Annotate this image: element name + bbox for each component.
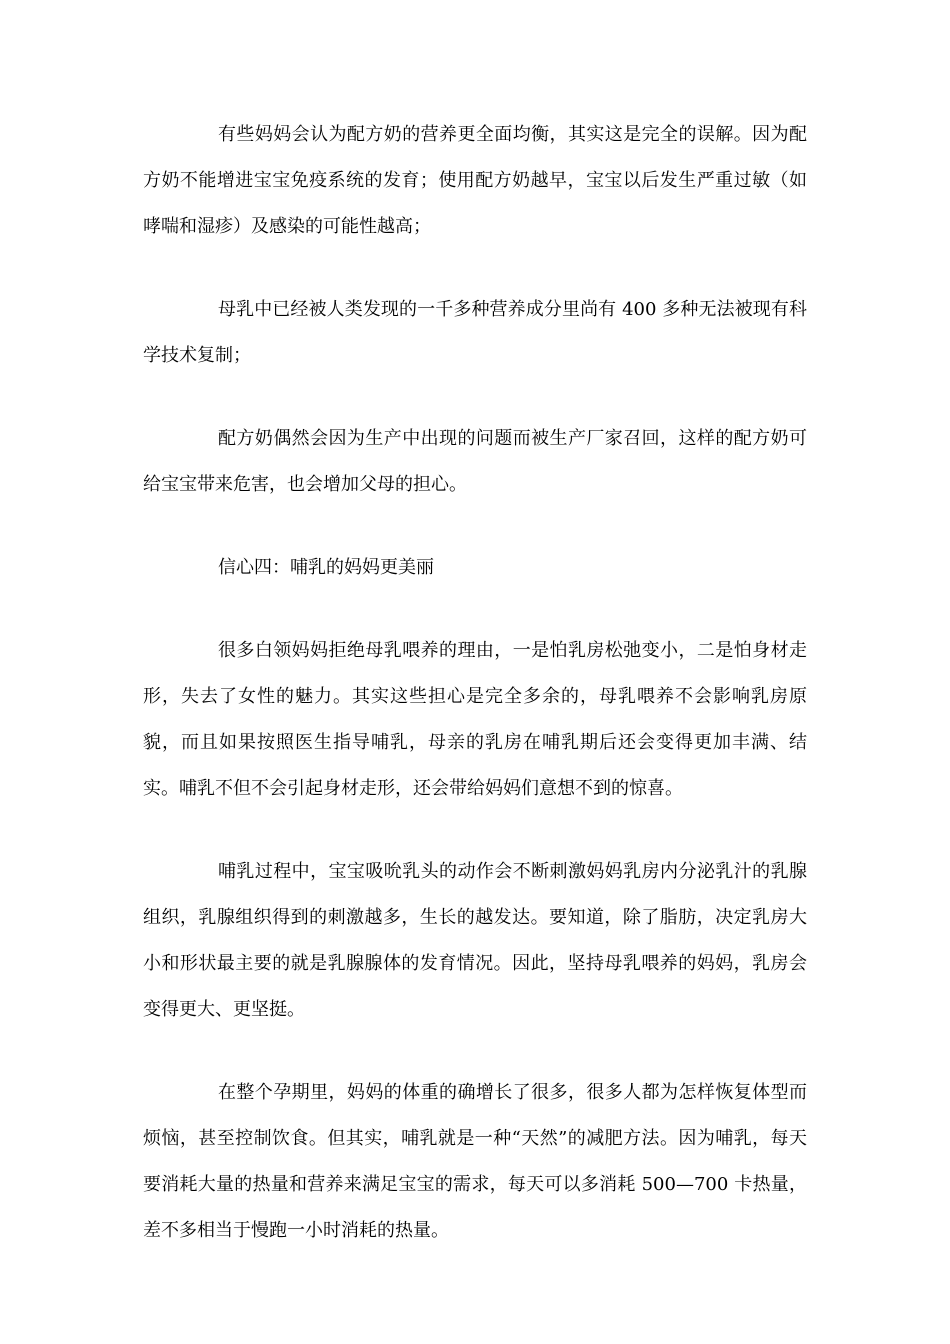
- paragraph-figure-concerns: 很多白领妈妈拒绝母乳喂养的理由，一是怕乳房松弛变小，二是怕身材走形，失去了女性的魅力。其实这些担心是完全多余的，母乳喂养不会影响乳房原貌，而且如果按照医生指导哺乳，母亲的乳房在哺乳期后还会变得更加丰满、结实。哺乳不但不会引起身材走形，还会带给妈妈们意想不到的惊喜。: [143, 640, 807, 799]
- section-heading: 信心四：哺乳的妈妈更美丽: [218, 557, 434, 578]
- paragraph-formula-misconception: 有些妈妈会认为配方奶的营养更全面均衡，其实这是完全的误解。因为配方奶不能增进宝宝免疫系统的发育；使用配方奶越早，宝宝以后发生严重过敏（如哮喘和湿疹）及感染的可能性越高；: [143, 124, 807, 237]
- paragraph-weight-loss: 在整个孕期里，妈妈的体重的确增长了很多，很多人都为怎样恢复体型而烦恼，甚至控制饮食。但其实，哺乳就是一种“天然”的减肥方法。因为哺乳，每天要消耗大量的热量和营养来满足宝宝的需求，每天可以多消耗 500—700 卡热量，差不多相当于慢跑一小时消耗的热量。: [143, 1082, 807, 1241]
- document-body: [143, 112, 807, 1291]
- paragraph-nutrient-count: 母乳中已经被人类发现的一千多种营养成分里尚有 400 多种无法被现有科学技术复制；: [143, 299, 807, 366]
- paragraph-breast-development: 哺乳过程中，宝宝吸吮乳头的动作会不断刺激妈妈乳房内分泌乳汁的乳腺组织，乳腺组织得到的刺激越多，生长的越发达。要知道，除了脂肪，决定乳房大小和形状最主要的就是乳腺腺体的发育情况。因此，坚持母乳喂养的妈妈，乳房会变得更大、更坚挺。: [143, 861, 807, 1020]
- paragraph-formula-recall: 配方奶偶然会因为生产中出现的问题而被生产厂家召回，这样的配方奶可给宝宝带来危害，也会增加父母的担心。: [143, 428, 807, 495]
